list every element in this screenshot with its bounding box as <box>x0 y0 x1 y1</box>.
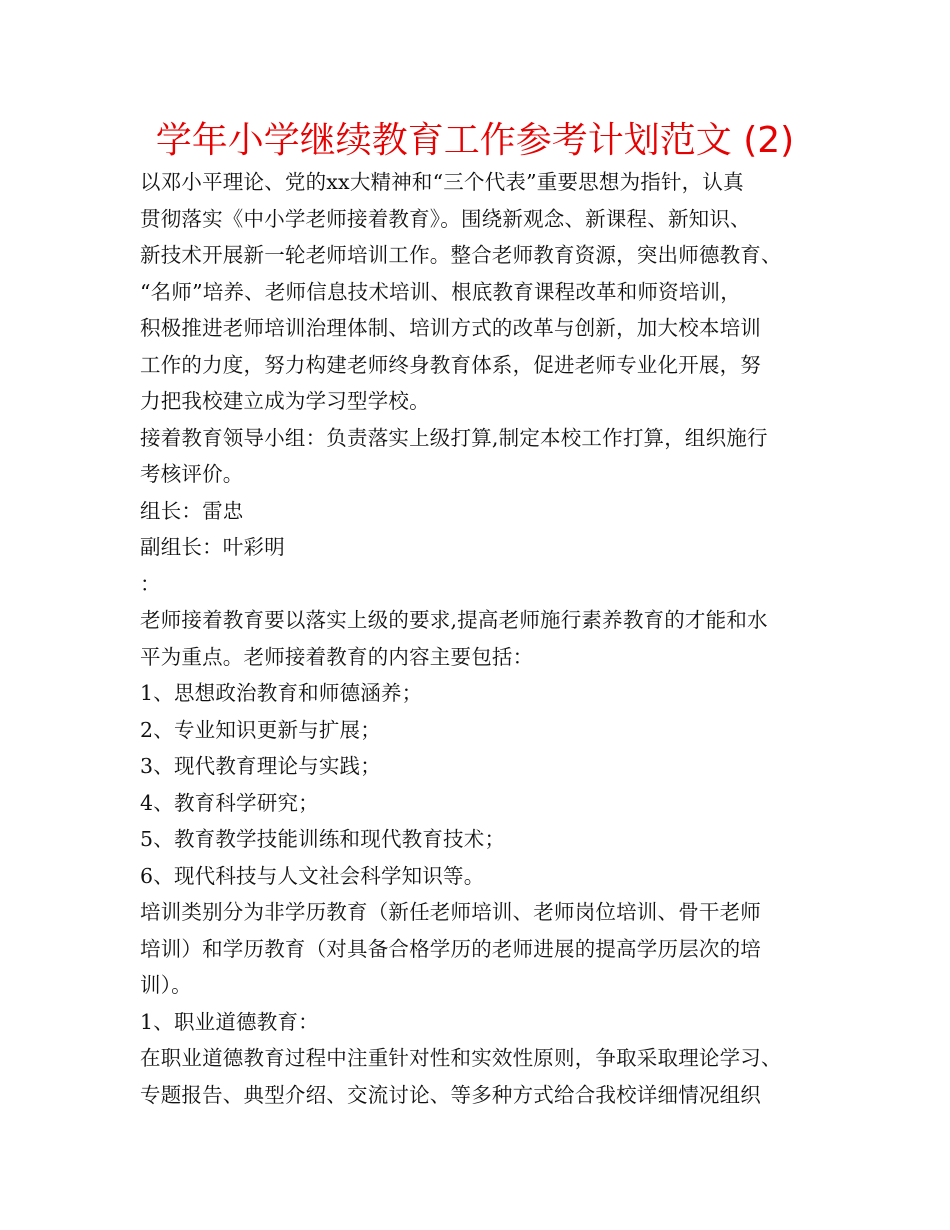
text-line: 组长：雷忠 <box>140 498 244 523</box>
text-line: 1、职业道德教育： <box>140 1009 319 1034</box>
text-line: “名师”培养、老师信息技术培训、根底教育课程改革和师资培训， <box>140 279 741 304</box>
text-line: 平为重点。老师接着教育的内容主要包括： <box>140 644 534 669</box>
text-line: 4、教育科学研究； <box>140 790 319 815</box>
text-line: 训）。 <box>140 973 192 997</box>
text-line: 培训）和学历教育（对具备合格学历的老师进展的提高学历层次的培 <box>140 936 761 961</box>
text-line: 考核评价。 <box>140 462 244 486</box>
text-line: 6、现代科技与人文社会科学知识等。 <box>140 863 485 888</box>
text-line: 以邓小平理论、党的xx大精神和“三个代表”重要思想为指针，认真 <box>140 170 744 194</box>
text-line: 5、教育教学技能训练和现代教育技术； <box>140 827 506 851</box>
text-line: 新技术开展新一轮老师培训工作。整合老师教育资源，突出师德教育、 <box>140 243 782 267</box>
text-line: 接着教育领导小组：负责落实上级打算,制定本校工作打算，组织施行 <box>140 425 768 450</box>
text-line: 3、现代教育理论与实践； <box>140 754 381 778</box>
text-line: ： <box>140 571 161 596</box>
text-line: 2、专业知识更新与扩展； <box>140 717 381 742</box>
text-line: 积极推进老师培训治理体制、培训方式的改革与创新，加大校本培训 <box>140 316 761 340</box>
text-line: 在职业道德教育过程中注重针对性和实效性原则，争取采取理论学习、 <box>140 1046 782 1070</box>
text-line: 工作的力度，努力构建老师终身教育体系，促进老师专业化开展，努 <box>140 352 761 377</box>
text-line: 专题报告、典型介绍、交流讨论、等多种方式给合我校详细情况组织 <box>140 1082 761 1107</box>
text-line: 老师接着教育要以落实上级的要求,提高老师施行素养教育的才能和水 <box>140 608 768 632</box>
text-line: 培训类别分为非学历教育（新任老师培训、老师岗位培训、骨干老师 <box>140 900 761 924</box>
document-body <box>140 164 840 1113</box>
text-line: 1、思想政治教育和师德涵养； <box>140 681 423 705</box>
document-title: 学年小学继续教育工作参考计划范文 (2) <box>155 120 795 161</box>
text-line: 贯彻落实《中小学老师接着教育》。围绕新观念、新课程、新知识、 <box>140 206 751 231</box>
text-line: 副组长：叶彩明 <box>140 535 285 559</box>
text-line: 力把我校建立成为学习型学校。 <box>140 389 430 413</box>
